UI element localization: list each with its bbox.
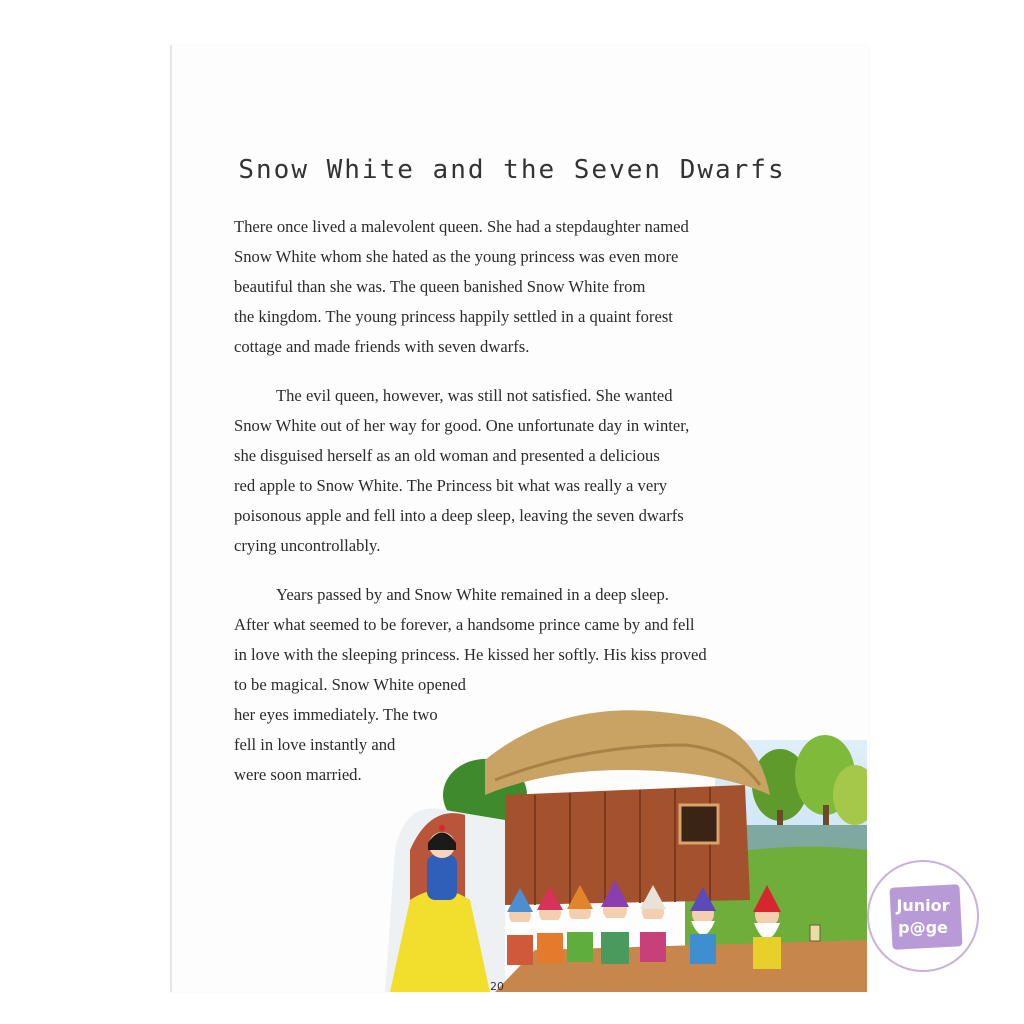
text-line: There once lived a malevolent queen. She had a stepdaughter named <box>234 217 689 236</box>
paragraph-2 <box>234 381 689 561</box>
cottage-dwarfs-illustration <box>385 700 867 992</box>
text-line: beautiful than she was. The queen banished Snow White from <box>234 277 646 296</box>
text-line: crying uncontrollably. <box>234 536 381 555</box>
text-line: to be magical. Snow White opened <box>234 675 466 694</box>
book-icon <box>889 884 962 950</box>
text-line: cottage and made friends with seven dwarfs. <box>234 337 530 356</box>
cottage-window <box>680 805 718 843</box>
paragraph-1 <box>234 212 689 362</box>
junior-page-logo <box>867 860 979 972</box>
text-line: were soon married. <box>234 765 362 784</box>
text-line: red apple to Snow White. The Princess bit what was really a very <box>234 476 668 495</box>
text-line: After what seemed to be forever, a handsome prince came by and fell <box>234 615 695 634</box>
cottage-wood-wall <box>505 785 750 905</box>
text-line: the kingdom. The young princess happily settled in a quaint forest <box>234 307 673 326</box>
text-line: her eyes immediately. The two <box>234 705 438 724</box>
lantern <box>810 925 820 941</box>
logo-text-line2: p@ge <box>898 918 948 937</box>
story-title: Snow White and the Seven Dwarfs <box>238 155 786 185</box>
text-line: fell in love instantly and <box>234 735 396 754</box>
text-line: she disguised herself as an old woman and presented a delicious <box>234 446 660 465</box>
text-line: The evil queen, however, was still not satisfied. She wanted <box>276 386 673 405</box>
logo-text-line1: Junior <box>896 896 950 915</box>
page-number: 20 <box>490 980 504 993</box>
text-line: poisonous apple and fell into a deep sleep, leaving the seven dwarfs <box>234 506 684 525</box>
text-line: Snow White whom she hated as the young princess was even more <box>234 247 679 266</box>
text-line: in love with the sleeping princess. He kissed her softly. His kiss proved <box>234 645 707 664</box>
text-line: Years passed by and Snow White remained in a deep sleep. <box>276 585 669 604</box>
text-line: Snow White out of her way for good. One unfortunate day in winter, <box>234 416 690 435</box>
